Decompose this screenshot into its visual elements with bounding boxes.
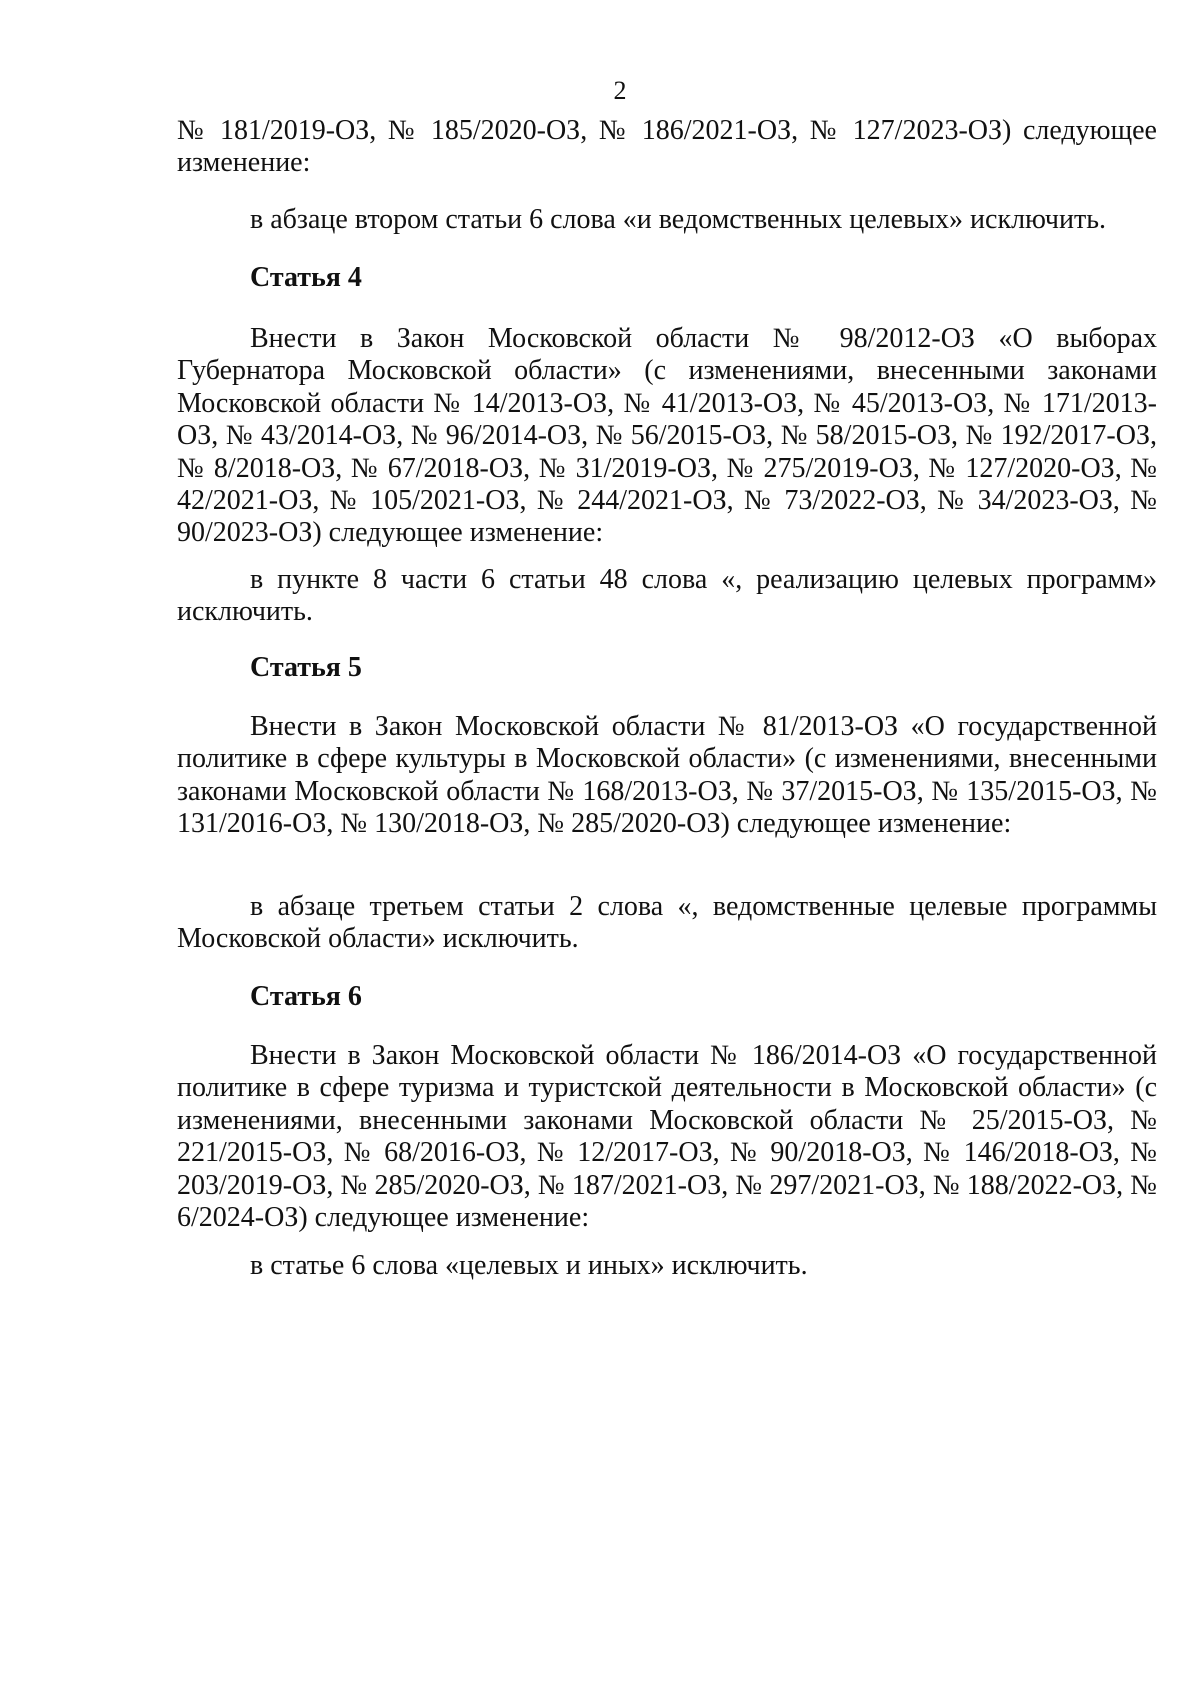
article-5-heading: Статья 5 xyxy=(250,652,362,683)
page-number: 2 xyxy=(613,76,627,105)
article-4-heading: Статья 4 xyxy=(250,262,362,293)
article-6-paragraph-intro: Внести в Закон Московской области № 186/2014-ОЗ «О государственной политике в сфере туризма и туристской деятельности в Московской области» (с изменениями, внесенными законами Московской области № 25/2015-ОЗ, № 221/2015-ОЗ, № 68/2016-ОЗ, № 12/2017-ОЗ, № 90/2018-ОЗ, № 146/2018-ОЗ, № 203/2019-ОЗ, № 285/2020-ОЗ, № 187/2021-ОЗ, № 297/2021-ОЗ, № 188/2022-ОЗ, № 6/2024-ОЗ) следующее изменение: xyxy=(177,1040,1157,1234)
article-5-paragraph-amendment: в абзаце третьем статьи 2 слова «, ведомственные целевые программы Московской области» исключить. xyxy=(177,891,1157,955)
article-4-paragraph-amendment: в пункте 8 части 6 статьи 48 слова «, реализацию целевых программ» исключить. xyxy=(177,564,1157,628)
article-6-heading: Статья 6 xyxy=(250,981,362,1012)
article-4-paragraph-intro: Внести в Закон Московской области № 98/2012-ОЗ «О выборах Губернатора Московской области» (с изменениями, внесенными законами Московской области № 14/2013-ОЗ, № 41/2013-ОЗ, № 45/2013-ОЗ, № 171/2013-ОЗ, № 43/2014-ОЗ, № 96/2014-ОЗ, № 56/2015-ОЗ, № 58/2015-ОЗ, № 192/2017-ОЗ, № 8/2018-ОЗ, № 67/2018-ОЗ, № 31/2019-ОЗ, № 275/2019-ОЗ, № 127/2020-ОЗ, № 42/2021-ОЗ, № 105/2021-ОЗ, № 244/2021-ОЗ, № 73/2022-ОЗ, № 34/2023-ОЗ, № 90/2023-ОЗ) следующее изменение: xyxy=(177,323,1157,549)
article-5-paragraph-intro: Внести в Закон Московской области № 81/2013-ОЗ «О государственной политике в сфере культуры в Московской области» (с изменениями, внесенными законами Московской области № 168/2013-ОЗ, № 37/2015-ОЗ, № 135/2015-ОЗ, № 131/2016-ОЗ, № 130/2018-ОЗ, № 285/2020-ОЗ) следующее изменение: xyxy=(177,711,1157,840)
paragraph-continuation: № 181/2019-ОЗ, № 185/2020-ОЗ, № 186/2021-ОЗ, № 127/2023-ОЗ) следующее изменение: xyxy=(177,115,1157,179)
paragraph-article3-amendment: в абзаце втором статьи 6 слова «и ведомственных целевых» исключить. xyxy=(250,204,1106,235)
article-6-paragraph-amendment: в статье 6 слова «целевых и иных» исключить. xyxy=(250,1250,808,1281)
